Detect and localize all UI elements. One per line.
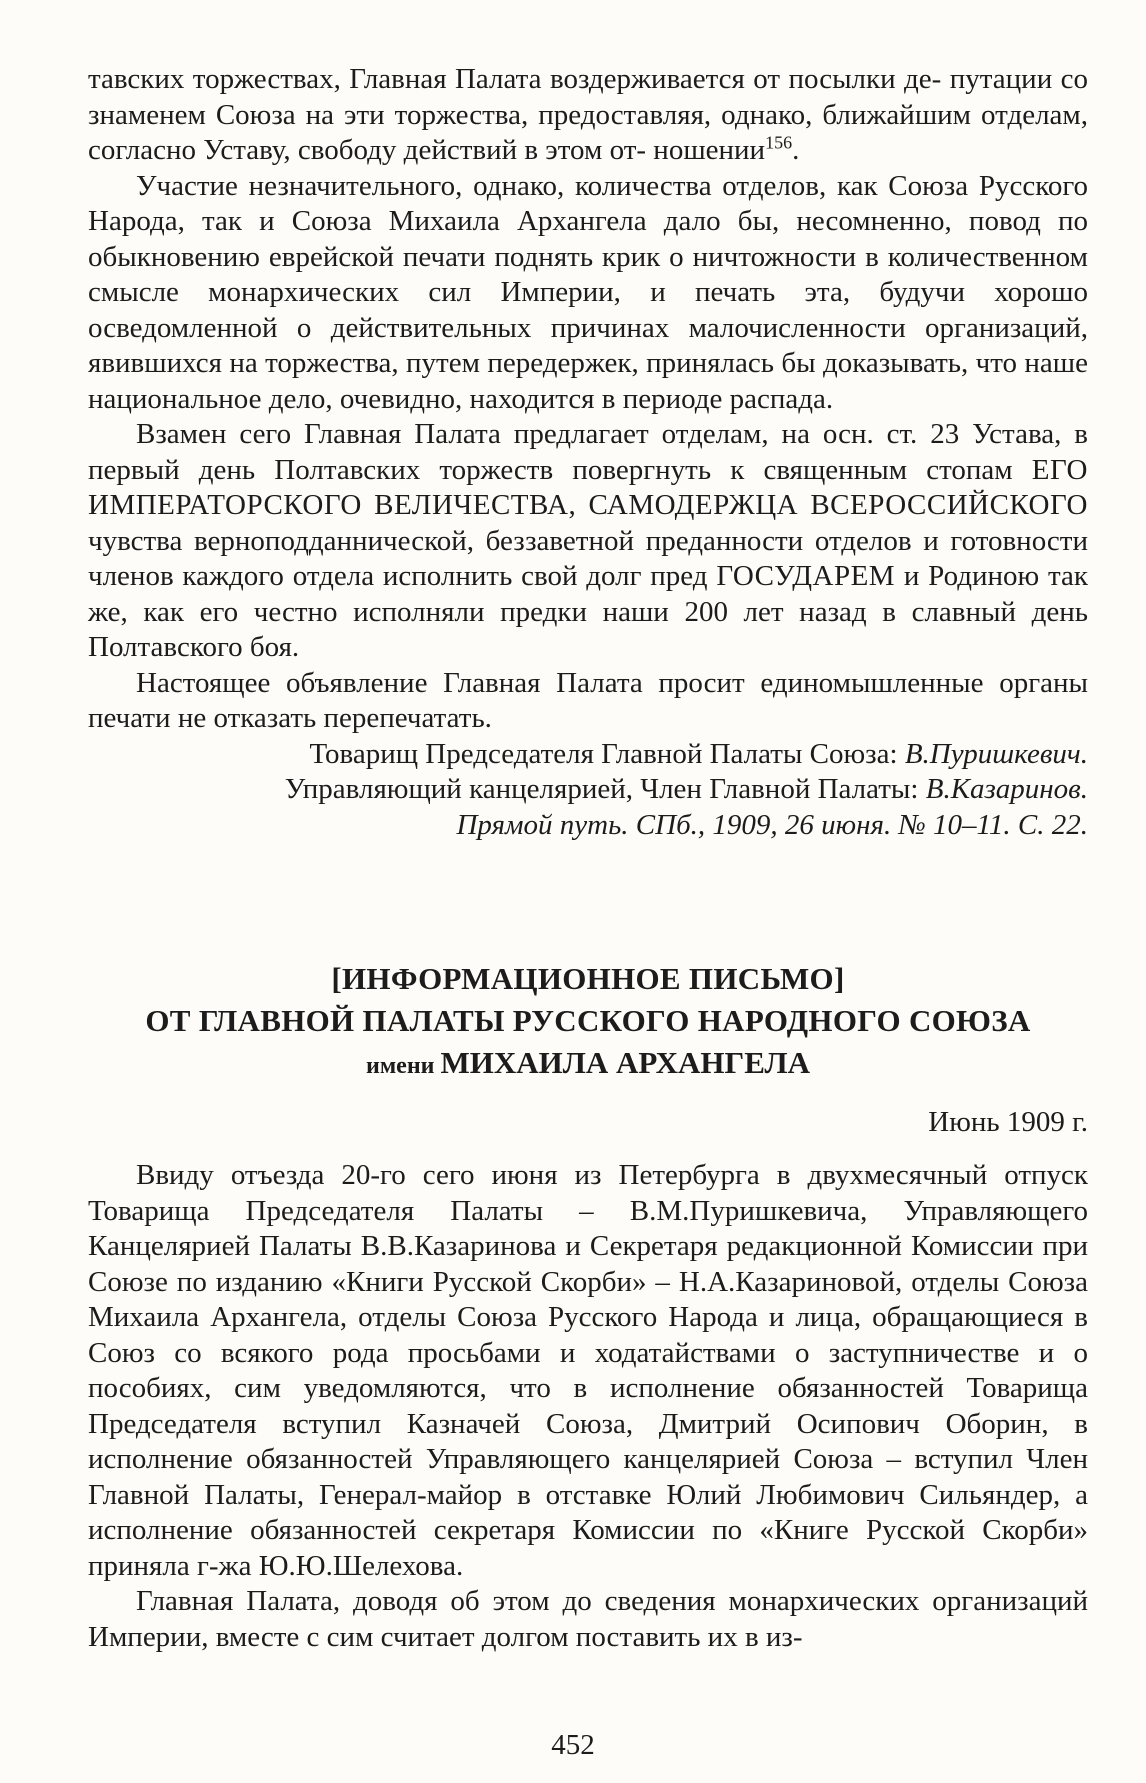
para1-line4: ношении xyxy=(653,134,766,166)
document-heading xyxy=(88,958,1088,1087)
para3-part-a: Взамен сего Главная Палата предлагает отделам, на осн. ст. 23 Устава, в первый день Полтавских торжеств повергнуть к священным стопам xyxy=(88,418,1088,486)
signature-kazarinov xyxy=(88,772,1088,808)
para3-part-c: и Родиною так же, как его честно исполняли предки наши 200 лет назад в славный день Полтавского боя. xyxy=(88,560,1088,663)
heading-line3-small: имени xyxy=(365,1053,441,1079)
footnote-ref: 156 xyxy=(765,132,793,153)
para1-line3: ближайшим отделам, согласно Уставу, свободу действий в этом от- xyxy=(88,98,1089,166)
para1-line2: путации со знаменем Союза на эти торжества, предоставляя, однако, xyxy=(88,63,1088,131)
heading-line1: [ИНФОРМАЦИОННОЕ ПИСЬМО] xyxy=(331,961,845,996)
document-date: Июнь 1909 г. xyxy=(928,1106,1088,1138)
paragraph-reprint-request: Настоящее объявление Главная Палата просит единомышленные органы печати не отказать перепечатать. xyxy=(88,666,1088,734)
para3-caps-majesty: ЕГО ИМПЕРАТОРСКОГО ВЕЛИЧЕСТВА, САМОДЕРЖЦА ВСЕРОССИЙСКОГО xyxy=(88,453,1088,521)
paragraph-departure-notice: Ввиду отъезда 20-го сего июня из Петербурга в двухмесячный отпуск Товарища Председателя Палаты – В.М.Пуришкевича, Управляющего Канцелярией Палаты В.В.Казаринова и Секретаря редакционной Комиссии при Союзе по изданию «Книги Русской Скорби» – Н.А.Казариновой, отделы Союза Михаила Архангела, отделы Союза Русского Народа и лица, обращающиеся в Союз со всякого рода просьбами и ходатайствами о заступничестве и о пособиях, сим уведомляются, что в исполнение обязанностей Товарища Председателя вступил Казначей Союза, Дмитрий Осипович Оборин, в исполнение обязанностей Управляющего канцелярией Союза – вступил Член Главной Палаты, Генерал-майор в отставке Юлий Любимович Сильяндер, а исполнение обязанностей секретаря Комиссии по «Книге Русской Скорби» приняла г-жа Ю.Ю.Шелехова. xyxy=(88,1159,1088,1582)
heading-line3-main: МИХАИЛА АРХАНГЕЛА xyxy=(440,1045,811,1080)
para3-part-b: чувства верноподданнической, беззаветной преданности отделов и готовности членов каждого отдела исполнить свой долг пред xyxy=(88,524,1088,592)
signature-role: Управляющий канцелярией, Член Главной Палаты: xyxy=(284,773,926,805)
para3-caps-sovereign: ГОСУДАРЕМ xyxy=(716,560,896,592)
heading-line2: ОТ ГЛАВНОЙ ПАЛАТЫ РУССКОГО НАРОДНОГО СОЮЗА xyxy=(145,1003,1031,1038)
source-citation: Прямой путь. СПб., 1909, 26 июня. № 10–11. С. 22. xyxy=(456,808,1088,841)
paragraph-instead xyxy=(88,417,1088,666)
signature-role: Товарищ Председателя Главной Палаты Союза: xyxy=(309,737,905,770)
para1-line1: тавских торжествах, Главная Палата воздерживается от посылки де- xyxy=(88,63,942,95)
signature-name: В.Казаринов. xyxy=(925,773,1088,805)
signature-name: В.Пуришкевич. xyxy=(904,737,1088,770)
signature-purishkevich xyxy=(88,737,1088,773)
bottom-section xyxy=(88,1158,1088,1655)
heading-line3 xyxy=(88,1042,1088,1087)
top-section xyxy=(88,62,1088,843)
paragraph-participation: Участие незначительного, однако, количества отделов, как Союза Русского Народа, так и Союза Михаила Архангела дало бы, несомненно, повод по обыкновению еврейской печати поднять крик о ничтожности в количественном смысле монархических сил Империи, и печать эта, будучи хорошо осведомленной о действительных причинах малочисленности организаций, явившихся на торжества, путем передержек, принялась бы доказывать, что наше национальное дело, очевидно, находится в периоде распада. xyxy=(88,169,1088,415)
para1-end: . xyxy=(792,134,800,166)
page-number: 452 xyxy=(551,1729,595,1761)
paragraph-main-chamber: Главная Палата, доводя об этом до сведения монархических организаций Империи, вместе с сим считает долгом поставить их в из- xyxy=(88,1585,1088,1653)
paragraph-continuation xyxy=(88,62,1088,169)
